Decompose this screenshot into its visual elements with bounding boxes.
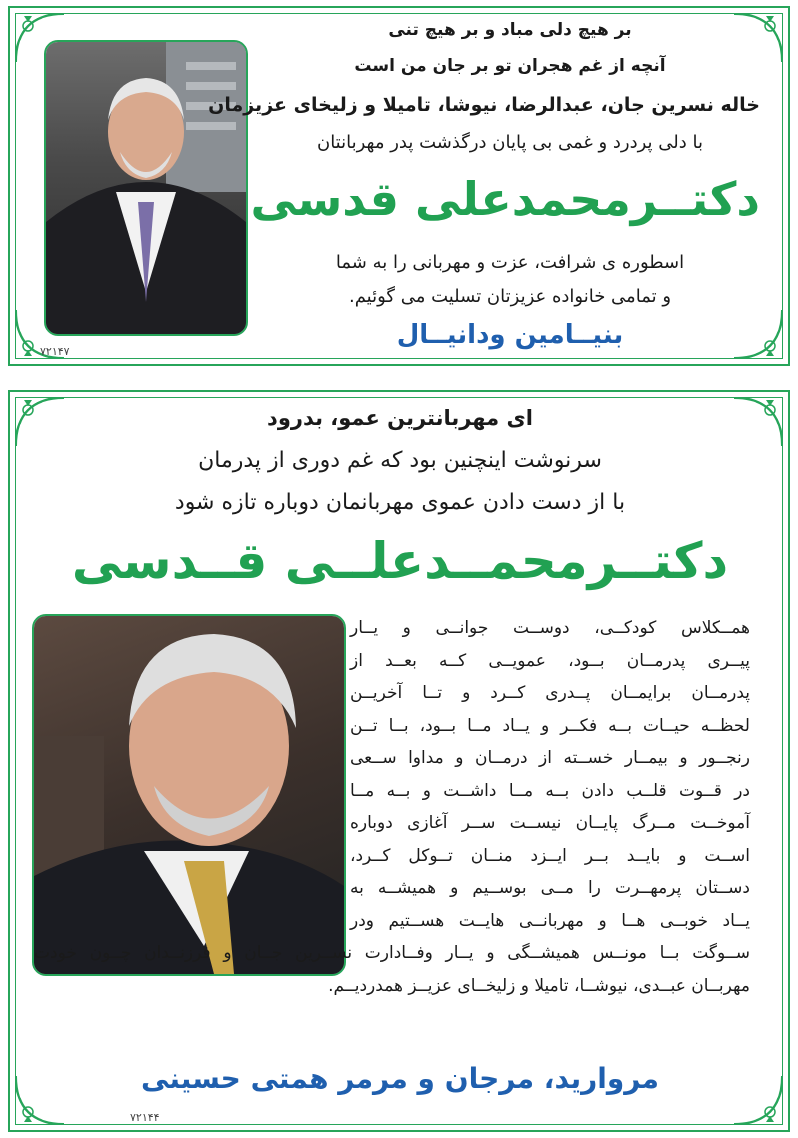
ad-code: ۷۲۱۴۷	[40, 345, 70, 358]
body-line: رنجــور و بیمــار خســته از درمــان و مداوا ســعی	[350, 748, 750, 768]
body-line: مهربــان عبــدی، نیوشــا، تامیلا و زلیخــای عزیــز همدردیــم.	[328, 975, 750, 996]
body-line: آموخــت مــرگ پایــان نیســت ســر آغازی دوباره	[350, 813, 750, 833]
body-line: پیــری پدرمــان بــود، عمویــی کــه بعــد از	[350, 650, 750, 671]
body-line: همــکلاس کودکــی، دوســت جوانــی و یــار	[350, 618, 750, 638]
intro-line-2: با از دست دادن عموی مهربانمان دوباره تازه شود	[174, 490, 626, 515]
signature: بنیــامین ودانیــال	[396, 320, 624, 350]
body-line: اســت و بایــد بــر ایــزد منــان تــوکل کــرد،	[350, 845, 750, 866]
body-line: دســتان پرمهــرت را مــی بوســیم و همیشــه به	[350, 878, 750, 898]
body-line: در قــوت قلــب دادن بــه مــا داشــت و بــه مــا	[350, 780, 750, 801]
condolence-line: با دلی پردرد و غمی بی پایان درگذشت پدر مهربانتان	[316, 132, 704, 153]
ad-code: ۷۲۱۴۴	[130, 1111, 160, 1124]
portrait-photo	[44, 40, 248, 336]
deceased-name: دکتــرمحمــدعلــی قــدسی	[71, 532, 729, 590]
condolence-notice-2	[8, 390, 790, 1132]
poem-line-1: بر هیچ دلی مباد و بر هیچ تنی	[388, 20, 632, 40]
body-line: ســوگت بــا مونــس همیشــگی و یــار وفــادارت نســرین جــان و فرزنــدان چــون خودت	[34, 943, 750, 963]
deceased-name: دکتــرمحمدعلی قدسی	[250, 172, 760, 226]
body-line: یــاد خوبــی هــا و مهربانــی هایــت هســتیم ودر	[350, 910, 750, 931]
signature: مروارید، مرجان و مرمر همتی حسینی	[141, 1062, 659, 1095]
headline: ای مهربانترین عمو، بدرود	[267, 406, 533, 430]
poem-line-2: آنچه از غم هجران تو بر جان من است	[354, 56, 666, 76]
body-line: پدرمــان برایمــان پــدری کــرد و تــا آخریــن	[350, 683, 750, 703]
portrait-photo	[32, 614, 346, 976]
condolence-notice-1	[8, 6, 790, 366]
intro-line-1: سرنوشت اینچنین بود که غم دوری از پدرمان	[198, 448, 602, 473]
closing-line-2: و تمامی خانواده عزیزتان تسلیت می گوئیم.	[348, 286, 672, 307]
addressee-line: خاله نسرین جان، عبدالرضا، نیوشا، تامیلا و زلیخای عزیزمان	[208, 94, 760, 116]
closing-line-1: اسطوره ی شرافت، عزت و مهربانی را به شما	[335, 252, 685, 273]
body-line: لحظــه حیــات بــه فکــر و یــاد مــا بــود، بــا تــن	[350, 715, 750, 736]
